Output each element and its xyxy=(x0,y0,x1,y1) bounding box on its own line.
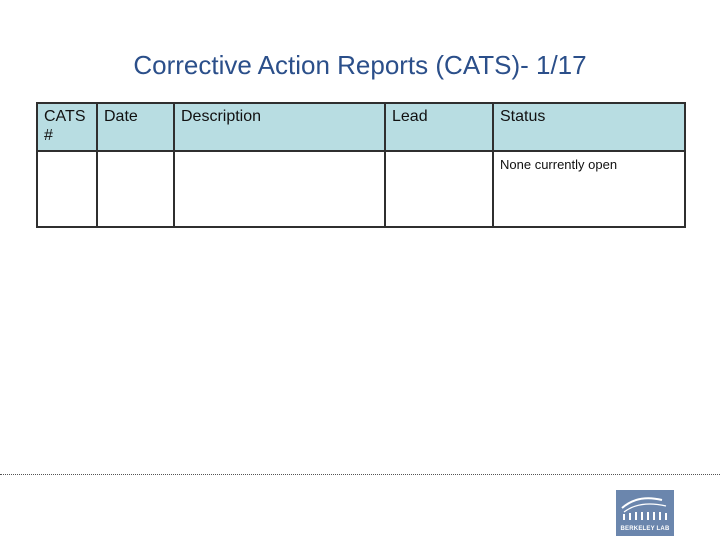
cell-description xyxy=(174,151,385,227)
table-header-row xyxy=(37,103,685,151)
cell-lead xyxy=(385,151,493,227)
berkeley-lab-logo-graphic xyxy=(616,490,674,526)
cell-cats-number xyxy=(37,151,97,227)
page-title: Corrective Action Reports (CATS)- 1/17 xyxy=(133,50,587,80)
footer-divider xyxy=(0,474,720,475)
cell-status: None currently open xyxy=(493,151,685,227)
header-cats-number: CATS # xyxy=(37,103,97,151)
berkeley-lab-logo-icon xyxy=(616,490,674,536)
header-description: Description xyxy=(174,103,385,151)
header-lead: Lead xyxy=(385,103,493,151)
cell-date xyxy=(97,151,174,227)
table-row xyxy=(37,151,685,227)
cats-table xyxy=(36,102,686,228)
header-status: Status xyxy=(493,103,685,151)
header-date: Date xyxy=(97,103,174,151)
logo-text: BERKELEY LAB xyxy=(620,526,670,532)
